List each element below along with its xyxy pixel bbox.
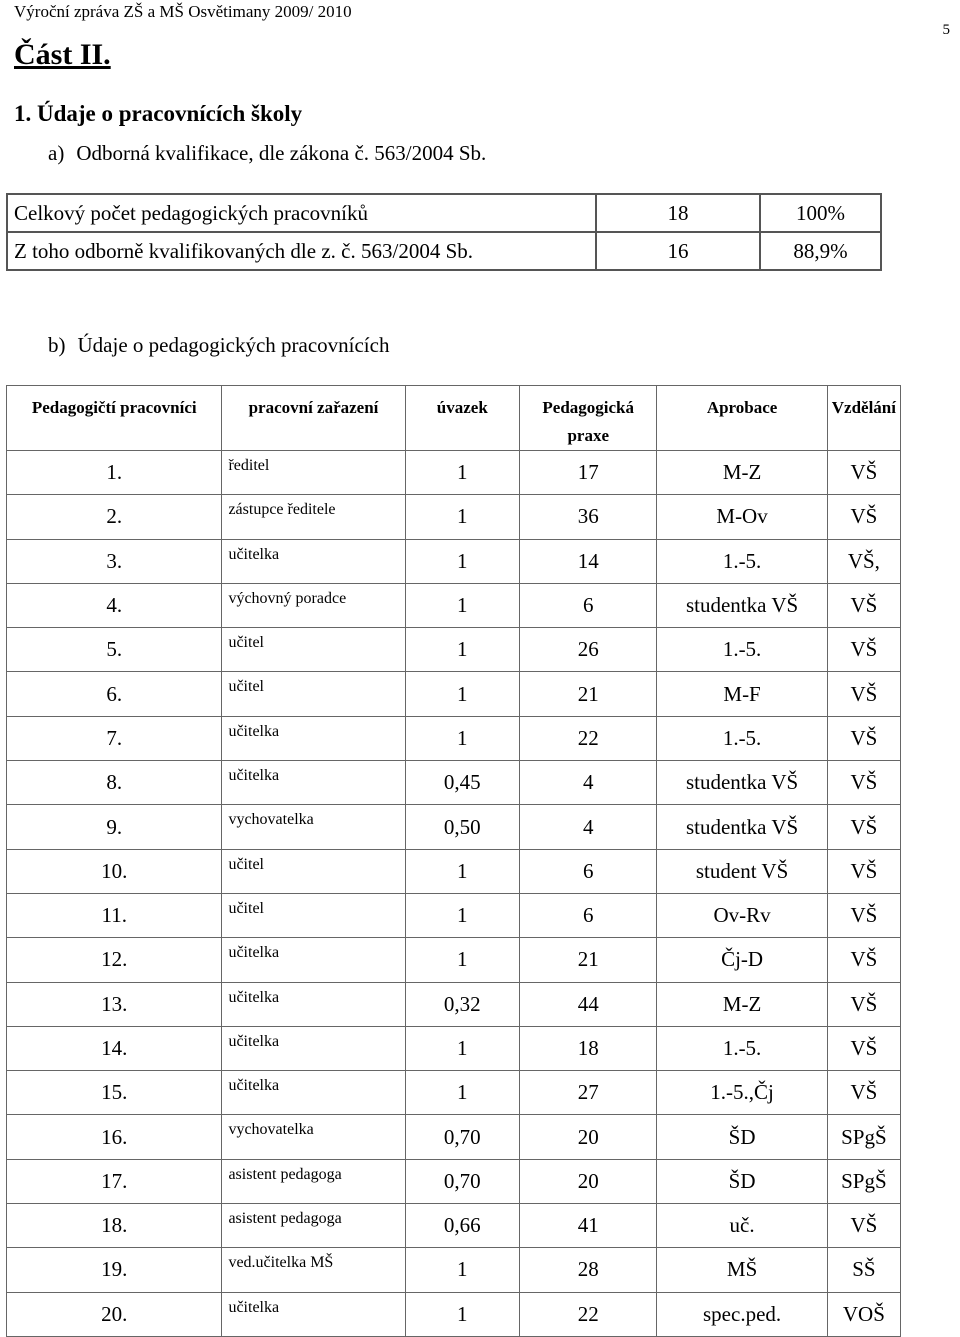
row-number: 18.: [7, 1204, 222, 1248]
table-row: [7, 1026, 901, 1070]
education: VŠ: [827, 628, 900, 672]
position: učitelka: [222, 761, 405, 805]
practice-years: 17: [520, 451, 657, 495]
practice-years: 26: [520, 628, 657, 672]
workload: 1: [405, 672, 520, 716]
table-row: [7, 893, 901, 937]
row-number: 7.: [7, 716, 222, 760]
table-row: [7, 1071, 901, 1115]
practice-years: 6: [520, 849, 657, 893]
approbation: 1.-5.: [657, 539, 827, 583]
table-row: [7, 1115, 901, 1159]
practice-years: 28: [520, 1248, 657, 1292]
workload: 1: [405, 1071, 520, 1115]
subsection-a-title: Odborná kvalifikace, dle zákona č. 563/2004 Sb.: [76, 141, 487, 165]
column-header: Vzdělání: [827, 386, 900, 451]
approbation: 1.-5.,Čj: [657, 1071, 827, 1115]
practice-years: 22: [520, 1292, 657, 1336]
approbation: studentka VŠ: [657, 805, 827, 849]
education: VŠ: [827, 849, 900, 893]
workload: 1: [405, 628, 520, 672]
subsection-b-label: b): [48, 333, 66, 357]
approbation: Čj-D: [657, 938, 827, 982]
workload: 1: [405, 1026, 520, 1070]
table-row: [7, 628, 901, 672]
table-row: [7, 1248, 901, 1292]
approbation: studentka VŠ: [657, 761, 827, 805]
workload: 0,70: [405, 1159, 520, 1203]
practice-years: 4: [520, 805, 657, 849]
column-header: úvazek: [405, 386, 520, 451]
table-row: [7, 539, 901, 583]
qualification-percent: 88,9%: [760, 232, 881, 270]
qualification-label: Z toho odborně kvalifikovaných dle z. č. 563/2004 Sb.: [7, 232, 596, 270]
row-number: 14.: [7, 1026, 222, 1070]
practice-years: 4: [520, 761, 657, 805]
table-row: [7, 1292, 901, 1336]
staff-table-header: [7, 386, 901, 451]
column-header: pracovní zařazení: [222, 386, 405, 451]
position: ved.učitelka MŠ: [222, 1248, 405, 1292]
row-number: 20.: [7, 1292, 222, 1336]
workload: 1: [405, 893, 520, 937]
position: ředitel: [222, 451, 405, 495]
approbation: M-Z: [657, 451, 827, 495]
document-header: Výroční zpráva ZŠ a MŠ Osvětimany 2009/ 2010: [14, 2, 352, 21]
row-number: 11.: [7, 893, 222, 937]
workload: 1: [405, 583, 520, 627]
approbation: 1.-5.: [657, 628, 827, 672]
page-number: 5: [942, 22, 950, 38]
education: VŠ: [827, 451, 900, 495]
practice-years: 36: [520, 495, 657, 539]
row-number: 2.: [7, 495, 222, 539]
table-row: [7, 495, 901, 539]
position: učitel: [222, 849, 405, 893]
row-number: 6.: [7, 672, 222, 716]
position: učitelka: [222, 1071, 405, 1115]
workload: 1: [405, 938, 520, 982]
approbation: MŠ: [657, 1248, 827, 1292]
table-row: [7, 938, 901, 982]
part-title: Část II.: [14, 38, 111, 71]
workload: 0,70: [405, 1115, 520, 1159]
education: SŠ: [827, 1248, 900, 1292]
practice-years: 22: [520, 716, 657, 760]
position: učitel: [222, 628, 405, 672]
qualification-table: [6, 193, 882, 271]
workload: 1: [405, 849, 520, 893]
row-number: 4.: [7, 583, 222, 627]
practice-years: 44: [520, 982, 657, 1026]
position: učitelka: [222, 938, 405, 982]
workload: 1: [405, 451, 520, 495]
subsection-b: [48, 333, 389, 358]
workload: 1: [405, 1292, 520, 1336]
row-number: 8.: [7, 761, 222, 805]
education: VŠ: [827, 716, 900, 760]
table-row: [7, 982, 901, 1026]
approbation: ŠD: [657, 1159, 827, 1203]
table-row: [7, 805, 901, 849]
column-header: Pedagogická praxe: [520, 386, 657, 451]
position: vychovatelka: [222, 1115, 405, 1159]
table-row: [7, 583, 901, 627]
row-number: 12.: [7, 938, 222, 982]
practice-years: 21: [520, 938, 657, 982]
workload: 0,32: [405, 982, 520, 1026]
column-header: Pedagogičtí pracovníci: [7, 386, 222, 451]
education: VŠ: [827, 982, 900, 1026]
education: VŠ: [827, 893, 900, 937]
education: VŠ: [827, 495, 900, 539]
table-row: [7, 1159, 901, 1203]
position: vychovatelka: [222, 805, 405, 849]
approbation: spec.ped.: [657, 1292, 827, 1336]
position: učitel: [222, 893, 405, 937]
workload: 1: [405, 539, 520, 583]
row-number: 19.: [7, 1248, 222, 1292]
practice-years: 18: [520, 1026, 657, 1070]
approbation: M-Z: [657, 982, 827, 1026]
education: VŠ: [827, 805, 900, 849]
education: VŠ: [827, 938, 900, 982]
subsection-a-label: a): [48, 141, 65, 165]
table-row: [7, 672, 901, 716]
practice-years: 27: [520, 1071, 657, 1115]
practice-years: 21: [520, 672, 657, 716]
practice-years: 6: [520, 583, 657, 627]
practice-years: 41: [520, 1204, 657, 1248]
row-number: 5.: [7, 628, 222, 672]
row-number: 10.: [7, 849, 222, 893]
education: VŠ: [827, 1026, 900, 1070]
education: VOŠ: [827, 1292, 900, 1336]
position: učitelka: [222, 539, 405, 583]
qualification-count: 16: [596, 232, 760, 270]
approbation: M-Ov: [657, 495, 827, 539]
position: učitelka: [222, 982, 405, 1026]
position: učitelka: [222, 716, 405, 760]
workload: 0,50: [405, 805, 520, 849]
practice-years: 20: [520, 1115, 657, 1159]
position: učitel: [222, 672, 405, 716]
position: asistent pedagoga: [222, 1204, 405, 1248]
table-row: [7, 232, 881, 270]
section-title: 1. Údaje o pracovnících školy: [14, 101, 303, 126]
education: VŠ: [827, 761, 900, 805]
education: SPgŠ: [827, 1159, 900, 1203]
workload: 0,45: [405, 761, 520, 805]
approbation: uč.: [657, 1204, 827, 1248]
row-number: 15.: [7, 1071, 222, 1115]
row-number: 1.: [7, 451, 222, 495]
approbation: student VŠ: [657, 849, 827, 893]
position: zástupce ředitele: [222, 495, 405, 539]
practice-years: 20: [520, 1159, 657, 1203]
approbation: studentka VŠ: [657, 583, 827, 627]
education: VŠ: [827, 1071, 900, 1115]
education: VŠ,: [827, 539, 900, 583]
approbation: Ov-Rv: [657, 893, 827, 937]
position: učitelka: [222, 1026, 405, 1070]
education: VŠ: [827, 1204, 900, 1248]
position: výchovný poradce: [222, 583, 405, 627]
workload: 0,66: [405, 1204, 520, 1248]
approbation: 1.-5.: [657, 1026, 827, 1070]
table-row: [7, 1204, 901, 1248]
table-row: [7, 451, 901, 495]
approbation: 1.-5.: [657, 716, 827, 760]
position: asistent pedagoga: [222, 1159, 405, 1203]
education: VŠ: [827, 583, 900, 627]
qualification-count: 18: [596, 194, 760, 232]
education: SPgŠ: [827, 1115, 900, 1159]
practice-years: 6: [520, 893, 657, 937]
qualification-label: Celkový počet pedagogických pracovníků: [7, 194, 596, 232]
row-number: 3.: [7, 539, 222, 583]
table-row: [7, 194, 881, 232]
staff-table: [6, 385, 901, 1337]
approbation: ŠD: [657, 1115, 827, 1159]
table-row: [7, 849, 901, 893]
row-number: 9.: [7, 805, 222, 849]
column-header: Aprobace: [657, 386, 827, 451]
table-row: [7, 761, 901, 805]
education: VŠ: [827, 672, 900, 716]
workload: 1: [405, 1248, 520, 1292]
practice-years: 14: [520, 539, 657, 583]
qualification-percent: 100%: [760, 194, 881, 232]
workload: 1: [405, 716, 520, 760]
row-number: 13.: [7, 982, 222, 1026]
row-number: 17.: [7, 1159, 222, 1203]
subsection-a: [48, 141, 486, 166]
workload: 1: [405, 495, 520, 539]
table-row: [7, 716, 901, 760]
approbation: M-F: [657, 672, 827, 716]
position: učitelka: [222, 1292, 405, 1336]
subsection-b-title: Údaje o pedagogických pracovnících: [77, 333, 390, 357]
row-number: 16.: [7, 1115, 222, 1159]
